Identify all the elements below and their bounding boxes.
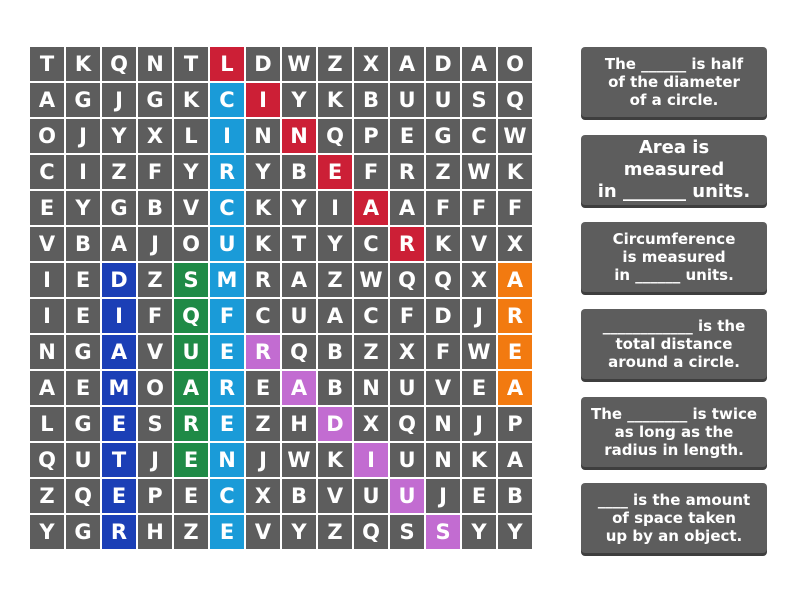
letter-cell[interactable]: F xyxy=(498,191,532,225)
word-search-grid xyxy=(30,47,534,551)
letter-cell[interactable]: E xyxy=(210,515,244,549)
letter-cell[interactable]: I xyxy=(66,155,100,189)
letter-cell[interactable]: C xyxy=(354,299,388,333)
letter-cell[interactable]: R xyxy=(210,155,244,189)
clue-card-area[interactable]: ____ is the amount of space taken up by an object. xyxy=(581,483,767,553)
letter-cell[interactable]: T xyxy=(30,47,64,81)
letter-cell[interactable]: X xyxy=(246,479,280,513)
letter-cell[interactable]: A xyxy=(282,371,316,405)
letter-cell[interactable]: A xyxy=(318,299,352,333)
letter-cell[interactable]: A xyxy=(462,47,496,81)
letter-cell[interactable]: Q xyxy=(102,47,136,81)
letter-cell[interactable]: K xyxy=(246,191,280,225)
letter-cell[interactable]: K xyxy=(318,443,352,477)
letter-cell[interactable]: D xyxy=(102,263,136,297)
letter-cell[interactable]: J xyxy=(462,299,496,333)
letter-cell[interactable]: U xyxy=(282,299,316,333)
letter-cell[interactable]: B xyxy=(138,191,172,225)
letter-cell[interactable]: N xyxy=(210,443,244,477)
letter-cell[interactable]: T xyxy=(282,227,316,261)
letter-cell[interactable]: B xyxy=(66,227,100,261)
letter-cell[interactable]: B xyxy=(354,83,388,117)
letter-cell[interactable]: Y xyxy=(318,227,352,261)
letter-cell[interactable]: K xyxy=(318,83,352,117)
letter-cell[interactable]: W xyxy=(354,263,388,297)
letter-cell[interactable]: I xyxy=(102,299,136,333)
letter-cell[interactable]: I xyxy=(354,443,388,477)
letter-cell[interactable]: D xyxy=(426,299,460,333)
letter-cell[interactable]: I xyxy=(318,191,352,225)
letter-cell[interactable]: T xyxy=(174,47,208,81)
letter-cell[interactable]: X xyxy=(498,227,532,261)
letter-cell[interactable]: G xyxy=(66,515,100,549)
letter-cell[interactable]: G xyxy=(138,83,172,117)
letter-cell[interactable]: K xyxy=(498,155,532,189)
letter-cell[interactable]: Z xyxy=(354,335,388,369)
letter-cell[interactable]: Q xyxy=(390,263,424,297)
letter-cell[interactable]: N xyxy=(30,335,64,369)
letter-cell[interactable]: P xyxy=(138,479,172,513)
letter-cell[interactable]: Y xyxy=(282,83,316,117)
letter-cell[interactable]: Y xyxy=(246,155,280,189)
letter-cell[interactable]: Z xyxy=(30,479,64,513)
letter-cell[interactable]: Y xyxy=(66,191,100,225)
letter-cell[interactable]: O xyxy=(174,227,208,261)
letter-cell[interactable]: M xyxy=(210,263,244,297)
letter-cell[interactable]: W xyxy=(282,443,316,477)
letter-cell[interactable]: F xyxy=(138,299,172,333)
letter-cell[interactable]: K xyxy=(174,83,208,117)
letter-cell[interactable]: Q xyxy=(30,443,64,477)
letter-cell[interactable]: F xyxy=(138,155,172,189)
letter-cell[interactable]: U xyxy=(210,227,244,261)
letter-cell[interactable]: N xyxy=(246,119,280,153)
letter-cell[interactable]: G xyxy=(426,119,460,153)
letter-cell[interactable]: Z xyxy=(318,263,352,297)
letter-cell[interactable]: Q xyxy=(66,479,100,513)
letter-cell[interactable]: U xyxy=(390,479,424,513)
letter-cell[interactable]: R xyxy=(390,227,424,261)
letter-cell[interactable]: C xyxy=(354,227,388,261)
letter-cell[interactable]: E xyxy=(498,335,532,369)
letter-cell[interactable]: Y xyxy=(30,515,64,549)
letter-cell[interactable]: E xyxy=(66,371,100,405)
letter-cell[interactable]: V xyxy=(174,191,208,225)
letter-cell[interactable]: X xyxy=(138,119,172,153)
letter-cell[interactable]: Q xyxy=(282,335,316,369)
letter-cell[interactable]: V xyxy=(426,371,460,405)
letter-cell[interactable]: E xyxy=(174,443,208,477)
letter-cell[interactable]: J xyxy=(138,443,172,477)
letter-cell[interactable]: U xyxy=(354,479,388,513)
letter-cell[interactable]: Q xyxy=(426,263,460,297)
letter-cell[interactable]: J xyxy=(66,119,100,153)
clue-card-radius[interactable]: The ______ is half of the diameter of a circle. xyxy=(581,47,767,117)
letter-cell[interactable]: Z xyxy=(318,515,352,549)
letter-cell[interactable]: Y xyxy=(102,119,136,153)
letter-cell[interactable]: N xyxy=(426,407,460,441)
letter-cell[interactable]: A xyxy=(282,263,316,297)
letter-cell[interactable]: N xyxy=(354,371,388,405)
letter-cell[interactable]: J xyxy=(138,227,172,261)
clue-list xyxy=(581,47,767,553)
letter-cell[interactable]: G xyxy=(66,83,100,117)
letter-cell[interactable]: Y xyxy=(282,191,316,225)
letter-cell[interactable]: Z xyxy=(426,155,460,189)
letter-cell[interactable]: E xyxy=(102,479,136,513)
letter-cell[interactable]: I xyxy=(30,263,64,297)
letter-cell[interactable]: H xyxy=(282,407,316,441)
letter-cell[interactable]: E xyxy=(462,371,496,405)
letter-cell[interactable]: R xyxy=(246,335,280,369)
letter-cell[interactable]: Q xyxy=(174,299,208,333)
letter-cell[interactable]: E xyxy=(462,479,496,513)
letter-cell[interactable]: B xyxy=(282,155,316,189)
letter-cell[interactable]: Y xyxy=(174,155,208,189)
letter-cell[interactable]: I xyxy=(30,299,64,333)
letter-cell[interactable]: U xyxy=(390,443,424,477)
letter-cell[interactable]: W xyxy=(462,155,496,189)
letter-cell[interactable]: L xyxy=(174,119,208,153)
letter-cell[interactable]: W xyxy=(462,335,496,369)
letter-cell[interactable]: J xyxy=(246,443,280,477)
letter-cell[interactable]: X xyxy=(354,407,388,441)
letter-cell[interactable]: A xyxy=(390,191,424,225)
letter-cell[interactable]: E xyxy=(102,407,136,441)
letter-cell[interactable]: O xyxy=(30,119,64,153)
letter-cell[interactable]: A xyxy=(102,227,136,261)
clue-card-diameter[interactable]: The ________ is twice as long as the radius in length. xyxy=(581,397,767,467)
letter-cell[interactable]: V xyxy=(318,479,352,513)
letter-cell[interactable]: E xyxy=(318,155,352,189)
letter-cell[interactable]: Y xyxy=(462,515,496,549)
letter-cell[interactable]: N xyxy=(282,119,316,153)
clue-card-square[interactable]: Area is measured in _______ units. xyxy=(581,135,767,205)
letter-cell[interactable]: R xyxy=(390,155,424,189)
letter-cell[interactable]: A xyxy=(498,371,532,405)
letter-cell[interactable]: R xyxy=(246,263,280,297)
letter-cell[interactable]: U xyxy=(390,83,424,117)
letter-cell[interactable]: G xyxy=(66,407,100,441)
letter-cell[interactable]: P xyxy=(498,407,532,441)
letter-cell[interactable]: B xyxy=(318,371,352,405)
letter-cell[interactable]: S xyxy=(174,263,208,297)
letter-cell[interactable]: Z xyxy=(318,47,352,81)
letter-cell[interactable]: L xyxy=(210,47,244,81)
letter-cell[interactable]: Y xyxy=(498,515,532,549)
letter-cell[interactable]: U xyxy=(426,83,460,117)
letter-cell[interactable]: N xyxy=(426,443,460,477)
letter-cell[interactable]: K xyxy=(66,47,100,81)
letter-cell[interactable]: E xyxy=(66,299,100,333)
clue-card-circumference[interactable]: ____________ is the total distance around a circle. xyxy=(581,309,767,379)
letter-cell[interactable]: E xyxy=(210,335,244,369)
letter-cell[interactable]: V xyxy=(462,227,496,261)
letter-cell[interactable]: X xyxy=(390,335,424,369)
letter-cell[interactable]: F xyxy=(210,299,244,333)
letter-cell[interactable]: C xyxy=(210,83,244,117)
letter-cell[interactable]: X xyxy=(354,47,388,81)
letter-cell[interactable]: F xyxy=(462,191,496,225)
letter-cell[interactable]: O xyxy=(498,47,532,81)
letter-cell[interactable]: T xyxy=(102,443,136,477)
letter-cell[interactable]: A xyxy=(30,371,64,405)
letter-cell[interactable]: C xyxy=(210,479,244,513)
letter-cell[interactable]: F xyxy=(426,335,460,369)
letter-cell[interactable]: K xyxy=(246,227,280,261)
letter-cell[interactable]: R xyxy=(498,299,532,333)
letter-cell[interactable]: Q xyxy=(390,407,424,441)
letter-cell[interactable]: E xyxy=(390,119,424,153)
letter-cell[interactable]: M xyxy=(102,371,136,405)
letter-cell[interactable]: A xyxy=(354,191,388,225)
letter-cell[interactable]: E xyxy=(246,371,280,405)
letter-cell[interactable]: A xyxy=(174,371,208,405)
letter-cell[interactable]: Q xyxy=(498,83,532,117)
letter-cell[interactable]: E xyxy=(210,407,244,441)
letter-cell[interactable]: N xyxy=(138,47,172,81)
letter-cell[interactable]: A xyxy=(30,83,64,117)
letter-cell[interactable]: E xyxy=(30,191,64,225)
letter-cell[interactable]: E xyxy=(66,263,100,297)
letter-cell[interactable]: Z xyxy=(102,155,136,189)
letter-cell[interactable]: U xyxy=(174,335,208,369)
letter-cell[interactable]: S xyxy=(426,515,460,549)
letter-cell[interactable]: R xyxy=(210,371,244,405)
letter-cell[interactable]: C xyxy=(210,191,244,225)
letter-cell[interactable]: B xyxy=(318,335,352,369)
letter-cell[interactable]: S xyxy=(390,515,424,549)
letter-cell[interactable]: C xyxy=(30,155,64,189)
letter-cell[interactable]: A xyxy=(390,47,424,81)
letter-cell[interactable]: Z xyxy=(138,263,172,297)
letter-cell[interactable]: X xyxy=(462,263,496,297)
letter-cell[interactable]: J xyxy=(462,407,496,441)
letter-cell[interactable]: W xyxy=(282,47,316,81)
letter-cell[interactable]: K xyxy=(462,443,496,477)
letter-cell[interactable]: K xyxy=(426,227,460,261)
letter-cell[interactable]: F xyxy=(426,191,460,225)
letter-cell[interactable]: V xyxy=(138,335,172,369)
letter-cell[interactable]: Q xyxy=(354,515,388,549)
letter-cell[interactable]: U xyxy=(66,443,100,477)
letter-cell[interactable]: V xyxy=(30,227,64,261)
letter-cell[interactable]: J xyxy=(102,83,136,117)
letter-cell[interactable]: V xyxy=(246,515,280,549)
letter-cell[interactable]: C xyxy=(246,299,280,333)
letter-cell[interactable]: H xyxy=(138,515,172,549)
letter-cell[interactable]: I xyxy=(246,83,280,117)
letter-cell[interactable]: G xyxy=(66,335,100,369)
letter-cell[interactable]: A xyxy=(102,335,136,369)
letter-cell[interactable]: F xyxy=(354,155,388,189)
letter-cell[interactable]: J xyxy=(426,479,460,513)
letter-cell[interactable]: Y xyxy=(282,515,316,549)
letter-cell[interactable]: G xyxy=(102,191,136,225)
letter-cell[interactable]: Z xyxy=(174,515,208,549)
clue-card-linear[interactable]: Circumference is measured in ______ units. xyxy=(581,222,767,292)
letter-cell[interactable]: W xyxy=(498,119,532,153)
letter-cell[interactable]: B xyxy=(498,479,532,513)
letter-cell[interactable]: S xyxy=(462,83,496,117)
letter-cell[interactable]: A xyxy=(498,443,532,477)
letter-cell[interactable]: O xyxy=(138,371,172,405)
letter-cell[interactable]: S xyxy=(138,407,172,441)
letter-cell[interactable]: E xyxy=(174,479,208,513)
letter-cell[interactable]: D xyxy=(426,47,460,81)
letter-cell[interactable]: R xyxy=(102,515,136,549)
letter-cell[interactable]: C xyxy=(462,119,496,153)
letter-cell[interactable]: Q xyxy=(318,119,352,153)
letter-cell[interactable]: F xyxy=(390,299,424,333)
letter-cell[interactable]: A xyxy=(498,263,532,297)
letter-cell[interactable]: U xyxy=(390,371,424,405)
letter-cell[interactable]: Z xyxy=(246,407,280,441)
letter-cell[interactable]: D xyxy=(318,407,352,441)
letter-cell[interactable]: B xyxy=(282,479,316,513)
letter-cell[interactable]: P xyxy=(354,119,388,153)
letter-cell[interactable]: R xyxy=(174,407,208,441)
letter-cell[interactable]: I xyxy=(210,119,244,153)
letter-cell[interactable]: D xyxy=(246,47,280,81)
letter-cell[interactable]: L xyxy=(30,407,64,441)
